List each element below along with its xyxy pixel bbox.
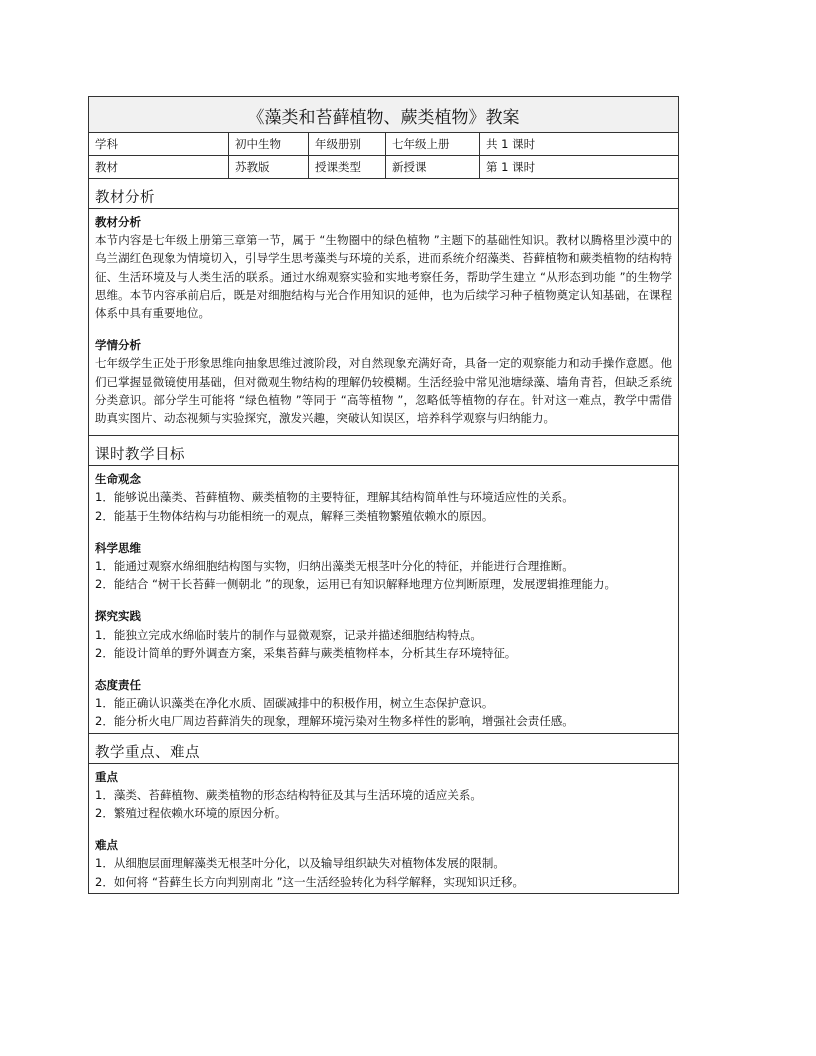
grade-value: 七年级上册 <box>386 133 480 155</box>
goal-item: 1．能正确认识藻类在净化水质、固碳减排中的积极作用，树立生态保护意识。 <box>95 696 494 711</box>
goal-group-title: 探究实践 <box>95 609 141 624</box>
keypoint-item: 1．藻类、苔藓植物、蕨类植物的形态结构特征及其与生活环境的适应关系。 <box>95 787 482 802</box>
learner-analysis-title: 学情分析 <box>95 338 141 353</box>
keypoint-item: 2．如何将 “苔藓生长方向判别南北 ”这一生活经验转化为科学解释，实现知识迁移。 <box>95 874 525 889</box>
goal-item: 1．能够说出藻类、苔藓植物、蕨类植物的主要特征，理解其结构简单性与环境适应性的关系。 <box>95 490 574 505</box>
textbook-value: 苏教版 <box>229 156 309 178</box>
document-title: 《藻类和苔藓植物、蕨类植物》教案 <box>247 108 520 128</box>
goal-group-title: 科学思维 <box>95 540 141 555</box>
subject-label: 学科 <box>89 133 229 155</box>
textbook-analysis-title: 教材分析 <box>95 215 141 229</box>
info-row-2 <box>89 156 678 179</box>
goal-item: 2．能结合 “树干长苔藓一侧朝北 ”的现象，运用已有知识解释地理方位判断原理，发展逻辑推理能力。 <box>95 577 617 592</box>
goal-item: 2．能分析火电厂周边苔藓消失的现象，理解环境污染对生物多样性的影响，增强社会责任感。 <box>95 714 574 729</box>
textbook-label: 教材 <box>89 156 229 178</box>
keypoint-group-title: 重点 <box>95 769 118 784</box>
keypoint-group-title: 难点 <box>95 838 118 853</box>
goals-section <box>89 436 678 733</box>
total-periods: 共 1 课时 <box>486 137 536 151</box>
goal-item: 2．能基于生物体结构与功能相统一的观点，解释三类植物繁殖依赖水的原因。 <box>95 508 494 523</box>
title-row <box>89 97 678 133</box>
section-heading: 课时教学目标 <box>89 436 678 466</box>
goal-item: 2．能设计简单的野外调查方案，采集苔藓与蕨类植物样本，分析其生存环境特征。 <box>95 645 517 660</box>
grade-label: 年级册别 <box>309 133 386 155</box>
lesson-plan-table <box>88 96 679 894</box>
learner-analysis-text: 七年级学生正处于形象思维向抽象思维过渡阶段，对自然现象充满好奇，具备一定的观察能力和动手操作意愿。他们已掌握显微镜使用基础，但对微观生物结构的理解仍较模糊。生活经验中常见池塘绿藻、墙角青苔，但缺乏系统分类意识。部分学生可能将 “绿色植物 ”等同于 “高等植物 ”，忽略低等植物的存在。针对这一难点，教学中需借助真实图片、动态视频与实验探究，激发兴趣，突破认知误区，培养科学观察与归纳能力。 <box>95 356 672 426</box>
goal-group-title: 态度责任 <box>95 678 141 693</box>
subject-value: 初中生物 <box>229 133 309 155</box>
goal-item: 1．能独立完成水绵临时装片的制作与显微观察，记录并描述细胞结构特点。 <box>95 627 482 642</box>
lesson-type-label: 授课类型 <box>309 156 386 178</box>
lesson-type-value: 新授课 <box>386 156 480 178</box>
keypoint-item: 1．从细胞层面理解藻类无根茎叶分化，以及输导组织缺失对植物体发展的限制。 <box>95 856 505 871</box>
goal-group-title: 生命观念 <box>95 472 141 487</box>
keypoint-item: 2．繁殖过程依赖水环境的原因分析。 <box>95 806 287 821</box>
section-heading: 教材分析 <box>89 179 678 209</box>
info-row-1 <box>89 133 678 156</box>
keypoints-section <box>89 734 678 893</box>
analysis-section <box>89 179 678 436</box>
textbook-analysis-text: 本节内容是七年级上册第三章第一节，属于 “生物圈中的绿色植物 ”主题下的基础性知识。教材以腾格里沙漠中的乌兰湖红色现象为情境切入，引导学生思考藻类与环境的关系，进而系统介绍藻类、苔藓植物和蕨类植物的结构特征、生活环境及与人类生活的联系。通过水绵观察实验和实地考察任务，帮助学生建立 “从形态到功能 ”的生物学思维。本节内容承前启后，既是对细胞结构与光合作用知识的延伸，也为后续学习种子植物奠定认知基础，在课程体系中具有重要地位。 <box>95 233 672 321</box>
goal-item: 1．能通过观察水绵细胞结构图与实物，归纳出藻类无根茎叶分化的特征，并能进行合理推断。 <box>95 559 574 574</box>
current-period: 第 1 课时 <box>486 160 536 174</box>
section-heading: 教学重点、难点 <box>89 734 678 764</box>
